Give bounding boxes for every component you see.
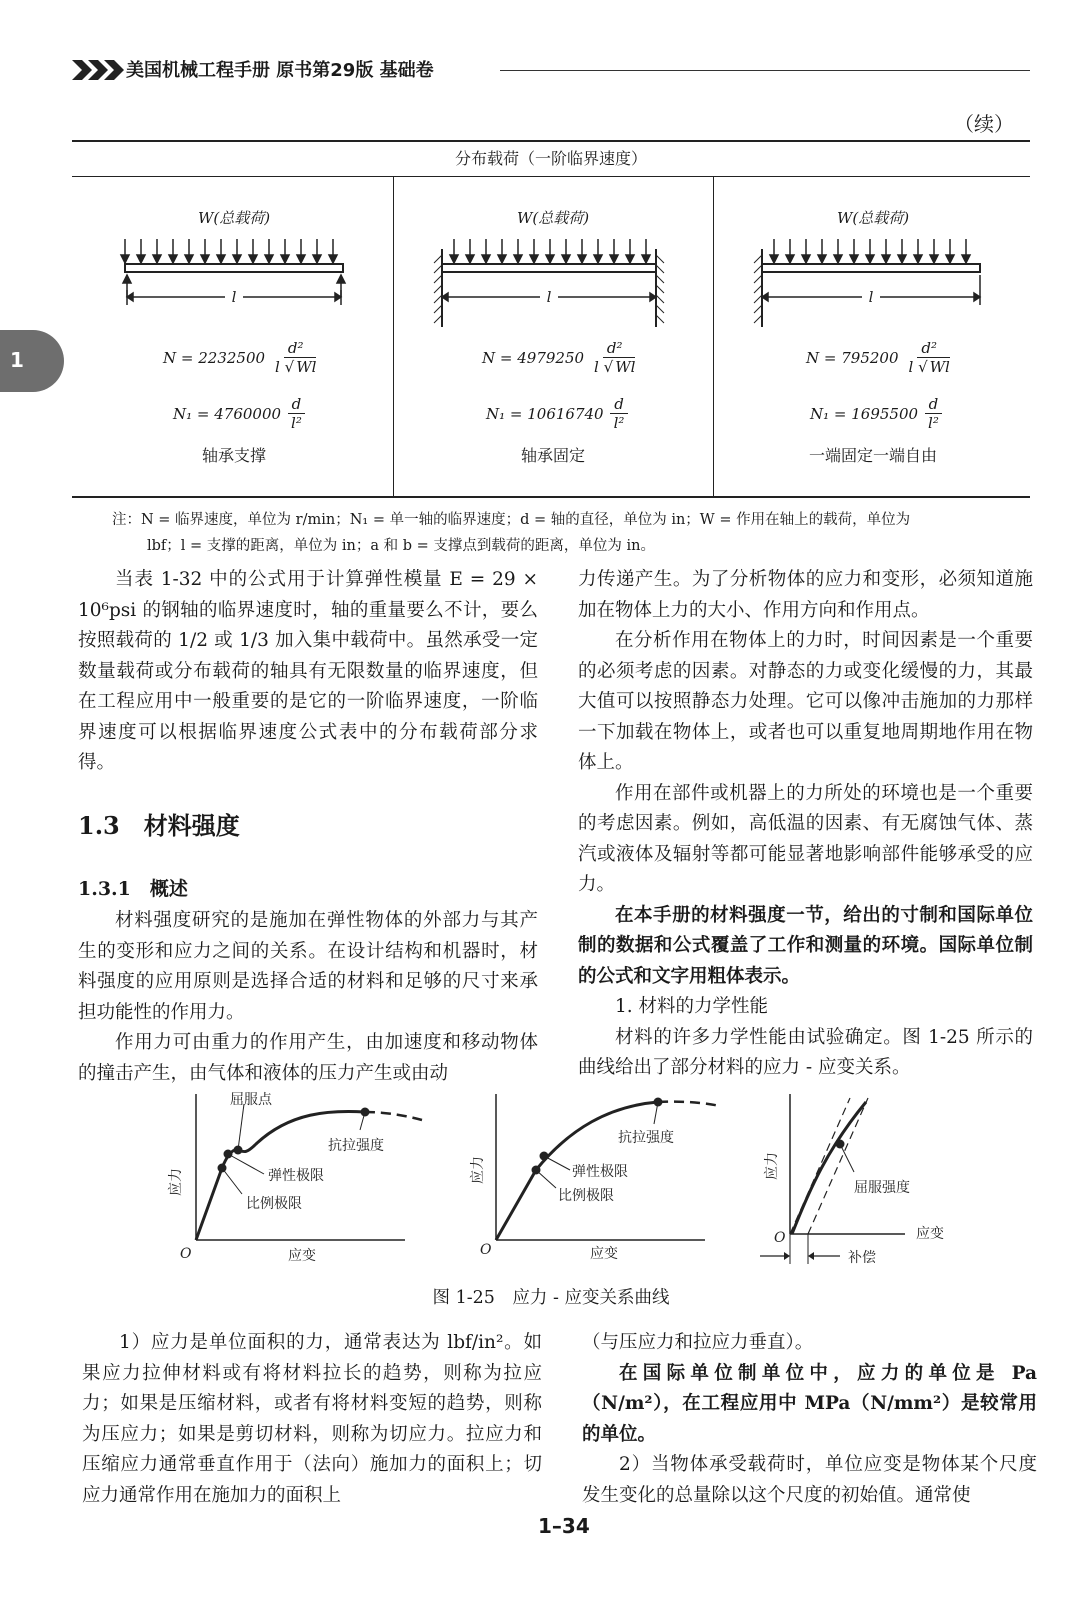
formula-denominator: l² bbox=[291, 414, 302, 432]
formula-lhs: N₁ = 10616740 bbox=[486, 404, 604, 423]
table-bottom-rule bbox=[72, 496, 1030, 498]
elastic-limit-label: 弹性极限 bbox=[572, 1164, 628, 1180]
list-heading: 1. 材料的力学性能 bbox=[615, 996, 769, 1017]
stress-strain-panel-2 bbox=[469, 1094, 720, 1262]
header-rule bbox=[500, 70, 1030, 71]
span-label: l bbox=[546, 288, 552, 306]
critical-speed-formula: N = 2232500 $\frac{\text{d²}}{l √ Wl}$ bbox=[163, 339, 317, 376]
formula-numerator: d bbox=[288, 395, 306, 414]
strain-axis-label: 应变 bbox=[288, 1248, 316, 1264]
table-cell-fixed-fixed bbox=[394, 177, 712, 496]
running-header: 美国机械工程手册 原书第29版 基础卷 bbox=[126, 60, 434, 81]
offset-label: 补偿 bbox=[848, 1250, 876, 1266]
cantilever-beam-diagram bbox=[714, 235, 1032, 335]
origin-label: O bbox=[480, 1242, 492, 1258]
single-shaft-formula bbox=[173, 395, 306, 432]
paragraph: 在分析作用在物体上的力时，时间因素是一个重要的必须考虑的因素。对静态的力或变化缓慢的力，其最大值可以按照静态力处理。它可以像冲击施加的力那样一下加载在物体上，或者也可以重复地周期地作用在物体上。 bbox=[578, 630, 1033, 773]
strain-axis-label: 应变 bbox=[916, 1226, 944, 1242]
paragraph: 材料的许多力学性能由试验确定。图 1-25 所示的曲线给出了部分材料的应力 - 应变关系。 bbox=[578, 1026, 1033, 1078]
chapter-tab-label: 1 bbox=[10, 348, 24, 372]
formula-denominator: l² bbox=[928, 414, 939, 432]
load-label: W(总载荷) bbox=[516, 209, 590, 227]
paragraph: 当表 1-32 中的公式用于计算弹性模量 E = 29 × 10⁶psi 的钢轴的临界速度时，轴的重量要么不计，要么按照载荷的 1/2 或 1/3 加入集中载荷中。虽然承受一定数量载荷或分布载荷的轴具有无限数量的临界速度，但在工程应用中一般重要的是它的一阶临界速度，一阶临界速度可以根据临界速度公式表中的分布载荷部分求得。 bbox=[78, 569, 538, 773]
right-column-stress bbox=[582, 1328, 1037, 1511]
support-type-label: 轴承固定 bbox=[520, 446, 585, 465]
formula-denominator-l: l bbox=[275, 358, 280, 376]
span-label: l bbox=[231, 288, 237, 306]
formula-numerator: d bbox=[610, 395, 628, 414]
table-cell-simply-supported bbox=[75, 177, 393, 496]
paragraph: 1）应力是单位面积的力，通常表达为 lbf/in²。如果应力拉伸材料或有将材料拉长的趋势，则称为拉应力；如果是压缩材料，或者有将材料变短的趋势，则称为压应力；如果是剪切材料，则称为切应力。拉应力和压缩应力通常垂直作用于（法向）施加力的面积上；切应力通常作用在施加力的面积上 bbox=[82, 1332, 542, 1506]
stress-strain-figure bbox=[160, 1088, 944, 1278]
formula-numerator: d bbox=[925, 395, 943, 414]
page-number: 1–34 bbox=[538, 1514, 590, 1538]
formula-denominator-root: Wl bbox=[615, 358, 636, 376]
stress-strain-panel-3 bbox=[760, 1094, 944, 1266]
origin-label: O bbox=[180, 1246, 192, 1262]
load-label: W(总载荷) bbox=[197, 209, 271, 227]
formula-lhs: N = 795200 bbox=[806, 348, 899, 367]
paragraph: 2）当物体承受载荷时，单位应变是物体某个尺度发生变化的总量除以这个尺度的初始值。通常使 bbox=[582, 1454, 1037, 1506]
paragraph: 作用在部件或机器上的力所处的环境也是一个重要的考虑因素。例如，高低温的因素、有无腐蚀气体、蒸汽或液体及辐射等都可能显著地影响部件能够承受的应力。 bbox=[578, 782, 1033, 895]
stress-axis-label: 应力 bbox=[764, 1152, 780, 1180]
table-cell-cantilever bbox=[714, 177, 1032, 496]
formula-denominator: l² bbox=[613, 414, 625, 432]
yield-point-label: 屈服点 bbox=[230, 1092, 272, 1108]
critical-speed-formula: N = 4979250 $\frac{\text{d²}}{l √ Wl}$ bbox=[482, 339, 636, 376]
stress-axis-label: 应力 bbox=[168, 1168, 184, 1196]
continued-label: （续） bbox=[954, 112, 1014, 136]
formula-denominator-root: Wl bbox=[296, 358, 317, 376]
section-heading: 1.3 材料强度 bbox=[78, 811, 240, 840]
table-caption: 分布载荷（一阶临界速度） bbox=[454, 149, 647, 168]
span-label: l bbox=[868, 288, 874, 306]
elastic-limit-label: 弹性极限 bbox=[268, 1168, 324, 1184]
fixed-fixed-beam-diagram bbox=[394, 235, 712, 335]
formula-lhs: N₁ = 4760000 bbox=[173, 404, 282, 423]
support-type-label: 轴承支撑 bbox=[201, 446, 266, 465]
formula-numerator: d² bbox=[917, 339, 941, 358]
strain-axis-label: 应变 bbox=[590, 1246, 618, 1262]
left-column-intro bbox=[78, 565, 538, 779]
proportional-limit-label: 比例极限 bbox=[558, 1188, 614, 1204]
formula-numerator: d² bbox=[284, 339, 308, 358]
support-type-label: 一端固定一端自由 bbox=[808, 446, 937, 465]
table-note-line-1: 注：N = 临界速度，单位为 r/min；N₁ = 单一轴的临界速度；d = 轴的直径，单位为 in；W = 作用在轴上的载荷，单位为 bbox=[112, 512, 911, 528]
paragraph: 作用力可由重力的作用产生，由加速度和移动物体的撞击产生，由气体和液体的压力产生或由动 bbox=[78, 1032, 538, 1084]
stress-axis-label: 应力 bbox=[470, 1156, 486, 1184]
right-column bbox=[578, 565, 1033, 1084]
formula-denominator-l: l bbox=[594, 358, 599, 376]
paragraph: （与压应力和拉应力垂直）。 bbox=[582, 1332, 814, 1353]
paragraph-bold: 在本手册的材料强度一节，给出的寸制和国际单位制的数据和公式覆盖了工作和测量的环境。国际单位制的公式和文字用粗体表示。 bbox=[578, 904, 1033, 987]
formula-lhs: N = 2232500 bbox=[163, 348, 266, 367]
table-note-line-2: lbf；l = 支撑的距离，单位为 in；a 和 b = 支撑点到载荷的距离，单位为 in。 bbox=[147, 538, 655, 554]
paragraph: 材料强度研究的是施加在弹性物体的外部力与其产生的变形和应力之间的关系。在设计结构和机器时，材料强度的应用原则是选择合适的材料和足够的尺寸来承担功能性的作用力。 bbox=[78, 910, 538, 1023]
critical-speed-formula: N = 795200 $\frac{\text{d²}}{l √ Wl}$ bbox=[806, 339, 950, 376]
subsection-heading: 1.3.1 概述 bbox=[78, 878, 188, 900]
yield-strength-label: 屈服强度 bbox=[854, 1180, 910, 1196]
simply-supported-beam-diagram bbox=[75, 235, 393, 335]
single-shaft-formula bbox=[486, 395, 628, 432]
paragraph: 力传递产生。为了分析物体的应力和变形，必须知道施加在物体上力的大小、作用方向和作用点。 bbox=[578, 569, 1033, 621]
formula-lhs: N = 4979250 bbox=[482, 348, 585, 367]
stress-strain-panel-1 bbox=[167, 1091, 422, 1264]
formula-denominator-root: Wl bbox=[929, 358, 950, 376]
paragraph-bold: 在国际单位制单位中，应力的单位是 Pa（N/m²），在工程应用中 MPa（N/mm²）是较常用的单位。 bbox=[582, 1362, 1037, 1445]
origin-label: O bbox=[774, 1230, 786, 1246]
left-column-stress bbox=[82, 1328, 542, 1511]
left-column-overview bbox=[78, 906, 538, 1089]
load-label: W(总载荷) bbox=[836, 209, 910, 227]
formula-lhs: N₁ = 1695500 bbox=[810, 404, 919, 423]
figure-caption: 图 1-25 应力 - 应变关系曲线 bbox=[432, 1288, 670, 1308]
formula-numerator: d² bbox=[603, 339, 627, 358]
formula-denominator-l: l bbox=[908, 358, 914, 376]
chevrons-icon bbox=[72, 58, 124, 82]
proportional-limit-label: 比例极限 bbox=[246, 1196, 302, 1212]
single-shaft-formula bbox=[810, 395, 943, 432]
table-top-rule bbox=[72, 140, 1030, 142]
chapter-tab bbox=[0, 330, 64, 392]
tensile-strength-label: 抗拉强度 bbox=[618, 1130, 674, 1146]
tensile-strength-label: 抗拉强度 bbox=[328, 1138, 384, 1154]
